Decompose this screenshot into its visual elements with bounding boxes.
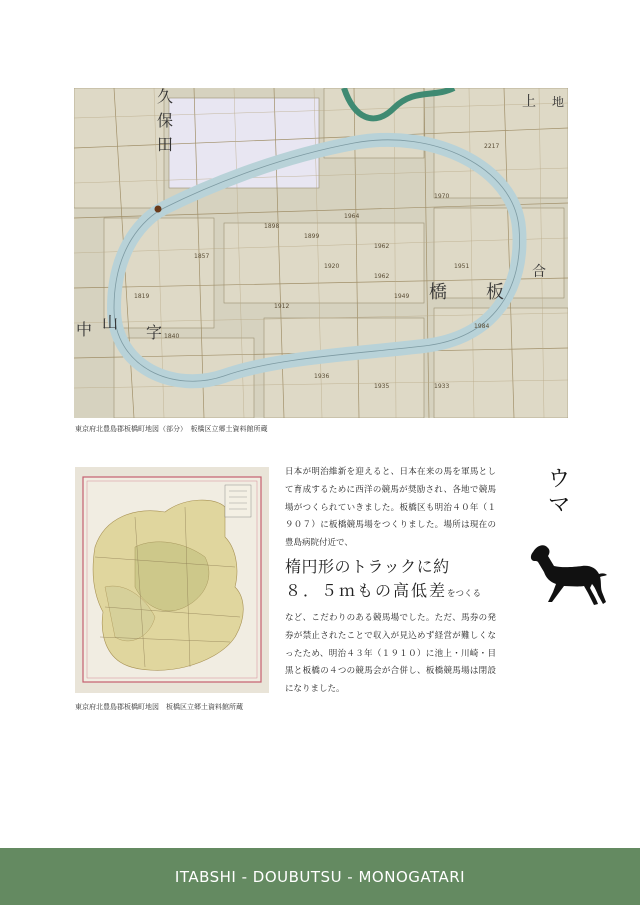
article-highlight-2: ８．５ｍもの高低差: [285, 580, 448, 600]
uma-title-char-2: マ: [547, 493, 570, 518]
map-glyph-g: 橋: [429, 282, 447, 303]
svg-text:1819: 1819: [134, 293, 150, 300]
svg-text:1857: 1857: [194, 253, 210, 260]
article-paragraph-2: など、こだわりのある競馬場でした。ただ、馬券の発券が禁止されたことで収入が見込めず経営が難しくなったため、明治４３年（１９１０）に池上・川崎・目黒と板橋の４つの競馬会が合併し、板橋競馬場は閉設になりました。: [285, 612, 496, 695]
svg-text:1936: 1936: [314, 373, 330, 380]
map-glyph-i: 上: [522, 94, 536, 110]
article-paragraph-1: 日本が明治維新を迎えると、日本在来の馬を軍馬として育成するために西洋の競馬が奨励され、各地で競馬場がつくられていきました。板橋区も明治４０年（１９０７）に板橋競馬場をつくりました。場所は現在の豊島病院付近で、: [285, 467, 496, 549]
map-glyph-j: 合: [532, 264, 546, 280]
map-glyph-b: 保: [157, 111, 174, 130]
svg-text:1899: 1899: [304, 233, 320, 240]
svg-text:1951: 1951: [454, 263, 470, 270]
article-highlight-1: 楕円形のトラックに約: [285, 556, 450, 576]
svg-text:1970: 1970: [434, 193, 450, 200]
map-glyph-f: 字: [146, 323, 163, 342]
footer-bar: [0, 848, 640, 905]
top-map-caption: 東京府北豊島郡板橋町地図（部分） 板橋区立郷土資料館所蔵: [75, 425, 268, 433]
article-highlight-2-tail: をつくる: [447, 588, 482, 599]
svg-text:1962: 1962: [374, 243, 390, 250]
top-map-image: [74, 88, 568, 418]
map-glyph-k: 地: [552, 95, 565, 109]
svg-text:1840: 1840: [164, 333, 180, 340]
map-glyph-d: 中: [76, 320, 93, 339]
svg-text:1935: 1935: [374, 383, 390, 390]
map-glyph-c: 田: [157, 135, 174, 154]
svg-text:1898: 1898: [264, 223, 280, 230]
top-map-drawing: [74, 88, 568, 418]
uma-title: [545, 467, 573, 519]
svg-text:1920: 1920: [324, 263, 340, 270]
article-highlight-2-line: [285, 579, 496, 606]
article-body: [285, 464, 496, 699]
map-glyph-h: 板: [486, 282, 504, 303]
svg-text:1949: 1949: [394, 293, 410, 300]
svg-text:1964: 1964: [344, 213, 360, 220]
svg-text:1933: 1933: [434, 383, 450, 390]
svg-text:2217: 2217: [484, 143, 500, 150]
small-map-caption: 東京府北豊島郡板橋町地図 板橋区立郷土資料館所蔵: [75, 703, 243, 711]
horse-icon: [528, 540, 608, 606]
map-glyph-e: 山: [102, 313, 119, 332]
map-glyph-a: 久: [157, 88, 174, 106]
svg-text:1984: 1984: [474, 323, 490, 330]
svg-text:1962: 1962: [374, 273, 390, 280]
small-map-image: [75, 467, 269, 693]
footer-text: ITABSHI - DOUBUTSU - MONOGATARI: [174, 867, 466, 886]
uma-title-char-1: ウ: [547, 467, 570, 492]
small-map-drawing: [75, 467, 269, 693]
svg-text:1912: 1912: [274, 303, 290, 310]
